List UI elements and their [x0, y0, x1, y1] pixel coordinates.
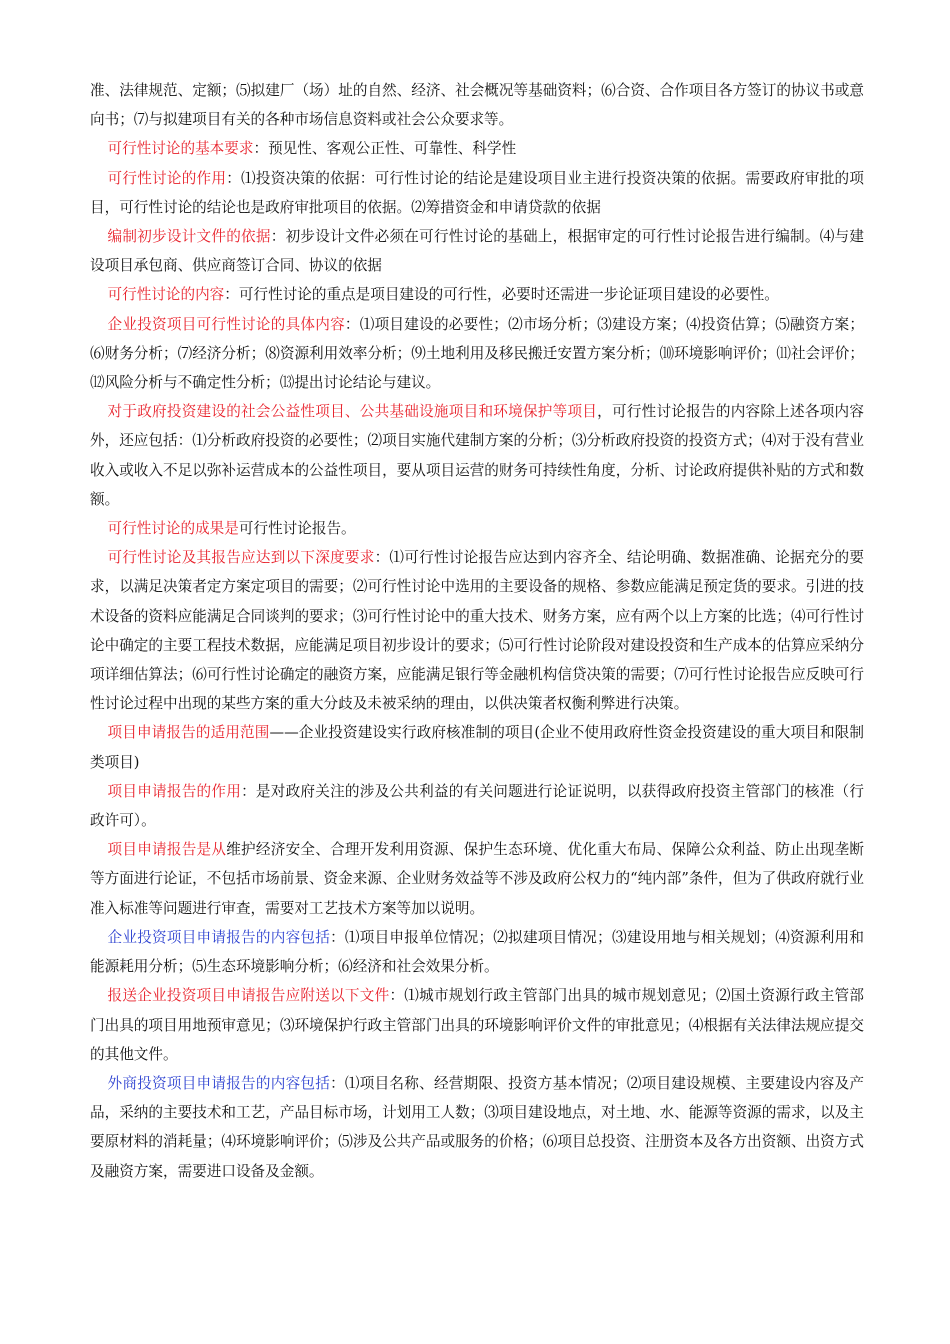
paragraph-body: ：⑴投资决策的依据：可行性讨论的结论是建设项目业主进行投资决策的依据。需要政府审批的项目，可行性讨论的结论也是政府审批项目的依据。⑵筹措资金和申请贷款的依据 [90, 169, 864, 216]
paragraph-heading: 外商投资项目申请报告的内容包括 [107, 1074, 331, 1092]
paragraph-body: ：可行性讨论的重点是项目建设的可行性，必要时还需进一步论证项目建设的必要性。 [224, 286, 779, 304]
paragraph-attached-documents [90, 981, 864, 1069]
paragraph-heading: 报送企业投资项目申请报告应附送以下文件 [107, 987, 390, 1005]
paragraph-heading: 可行性讨论的基本要求 [107, 140, 254, 158]
paragraph-body: ：⑴可行性讨论报告应达到内容齐全、结论明确、数据准确、论据充分的要求，以满足决策者定方案定项目的需要；⑵可行性讨论中选用的主要设备的规格、参数应能满足预定货的要求。引进的技术设备的资料应能满足合同谈判的要求；⑶可行性讨论中的重大技术、财务方案，应有两个以上方案的比选；⑷可行性讨论中确定的主要工程技术数据，应能满足项目初步设计的要求；⑸可行性讨论阶段对建设投资和生产成本的估算应采纳分项详细估算法；⑹可行性讨论确定的融资方案，应能满足银行等金融机构信贷决策的需要；⑺可行性讨论报告应反映可行性讨论过程中出现的某些方案的重大分歧及未被采纳的理由，以供决策者权衡利弊进行决策。 [90, 549, 864, 713]
paragraph-body: ：⑴项目名称、经营期限、投资方基本情况；⑵项目建设规模、主要建设内容及产品，采纳的主要技术和工艺，产品目标市场，计划用工人数；⑶项目建设地点，对土地、水、能源等资源的需求，以及主要原材料的消耗量；⑷环境影响评价；⑸涉及公共产品或服务的价格；⑹项目总投资、注册资本及各方出资额、出资方式及融资方案，需要进口设备及金额。 [90, 1074, 864, 1180]
paragraph-body: 可行性讨论报告。 [238, 520, 356, 538]
paragraph-preliminary-design-basis [90, 222, 864, 280]
paragraph-heading: 可行性讨论的内容 [107, 286, 225, 304]
paragraph-body: ：初步设计文件必须在可行性讨论的基础上，根据审定的可行性讨论报告进行编制。⑷与建设项目承包商、供应商签订合同、协议的依据 [90, 228, 864, 275]
paragraph-basic-requirements [90, 134, 864, 163]
paragraph-depth-requirements [90, 543, 864, 718]
paragraph-heading: 可行性讨论及其报告应达到以下深度要求 [107, 549, 375, 567]
paragraph-application-scope [90, 718, 864, 776]
paragraph-role [90, 164, 864, 222]
paragraph-heading: 企业投资项目申请报告的内容包括 [107, 928, 331, 946]
paragraph-heading: 编制初步设计文件的依据 [107, 228, 271, 246]
paragraph-body: ：⑴项目建设的必要性；⑵市场分析；⑶建设方案；⑷投资估算；⑸融资方案；⑹财务分析；⑺经济分析；⑻资源利用效率分析；⑼土地利用及移民搬迁安置方案分析；⑽环境影响评价；⑾社会评价；⑿风险分析与不确定性分析；⒀提出讨论结论与建议。 [90, 315, 864, 392]
paragraph-government-projects [90, 397, 864, 514]
paragraph-enterprise-application-content [90, 923, 864, 981]
paragraph-body: ：是对政府关注的涉及公共利益的有关问题进行论证说明，以获得政府投资主管部门的核准（行政许可）。 [90, 782, 864, 830]
paragraph-enterprise-specific-content [90, 310, 864, 398]
paragraph-body: 维护经济安全、合理开发利用资源、保护生态环境、优化重大布局、保障公众利益、防止出现垄断等方面进行论证，不包括市场前景、资金来源、企业财务效益等不涉及政府公权力的“纯内部”条件，但为了供政府就行业准入标准等问题进行审查，需要对工艺技术方案等加以说明。 [90, 841, 864, 917]
paragraph-content [90, 280, 864, 309]
paragraph-body: 准、法律规范、定额；⑸拟建厂（场）址的自然、经济、社会概况等基础资料；⑹合资、合作项目各方签订的协议书或意向书；⑺与拟建项目有关的各种市场信息资料或社会公众要求等。 [90, 82, 864, 129]
paragraph-heading: 企业投资项目可行性讨论的具体内容 [107, 315, 345, 333]
paragraph-application-role [90, 777, 864, 835]
paragraph-body: ，可行性讨论报告的内容除上述各项内容外，还应包括：⑴分析政府投资的必要性；⑵项目实施代建制方案的分析；⑶分析政府投资的投资方式；⑷对于没有营业收入或收入不足以弥补运营成本的公益性项目，要从项目运营的财务可持续性角度，分析、讨论政府提供补贴的方式和数额。 [90, 403, 864, 508]
paragraph-body: ：预见性、客观公正性、可靠性、科学性 [253, 140, 517, 158]
paragraph-foreign-investment-content [90, 1069, 864, 1186]
paragraph-heading: 项目申请报告的适用范围 [107, 724, 270, 742]
paragraph-body: ：⑴项目申报单位情况；⑵拟建项目情况；⑶建设用地与相关规划；⑷资源利用和能源耗用分析；⑸生态环境影响分析；⑹经济和社会效果分析。 [90, 928, 864, 976]
paragraph-heading: 可行性讨论的成果是 [107, 520, 239, 538]
paragraph-body: ：⑴城市规划行政主管部门出具的城市规划意见；⑵国土资源行政主管部门出具的项目用地预审意见；⑶环境保护行政主管部门出具的环境影响评价文件的审批意见；⑷根据有关法律法规应提交的其他文件。 [90, 987, 864, 1063]
paragraph-heading: 项目申请报告是从 [107, 841, 227, 859]
paragraph-p00 [90, 76, 864, 134]
paragraph-outcome [90, 514, 864, 543]
paragraph-application-argument [90, 835, 864, 923]
paragraph-body: ——企业投资建设实行政府核准制的项目(企业不使用政府性资金投资建设的重大项目和限制类项目) [90, 724, 864, 771]
paragraph-heading: 可行性讨论的作用 [107, 169, 227, 187]
paragraph-heading: 项目申请报告的作用 [107, 782, 242, 800]
paragraph-heading: 对于政府投资建设的社会公益性项目、公共基础设施项目和环境保护等项目 [107, 403, 598, 421]
